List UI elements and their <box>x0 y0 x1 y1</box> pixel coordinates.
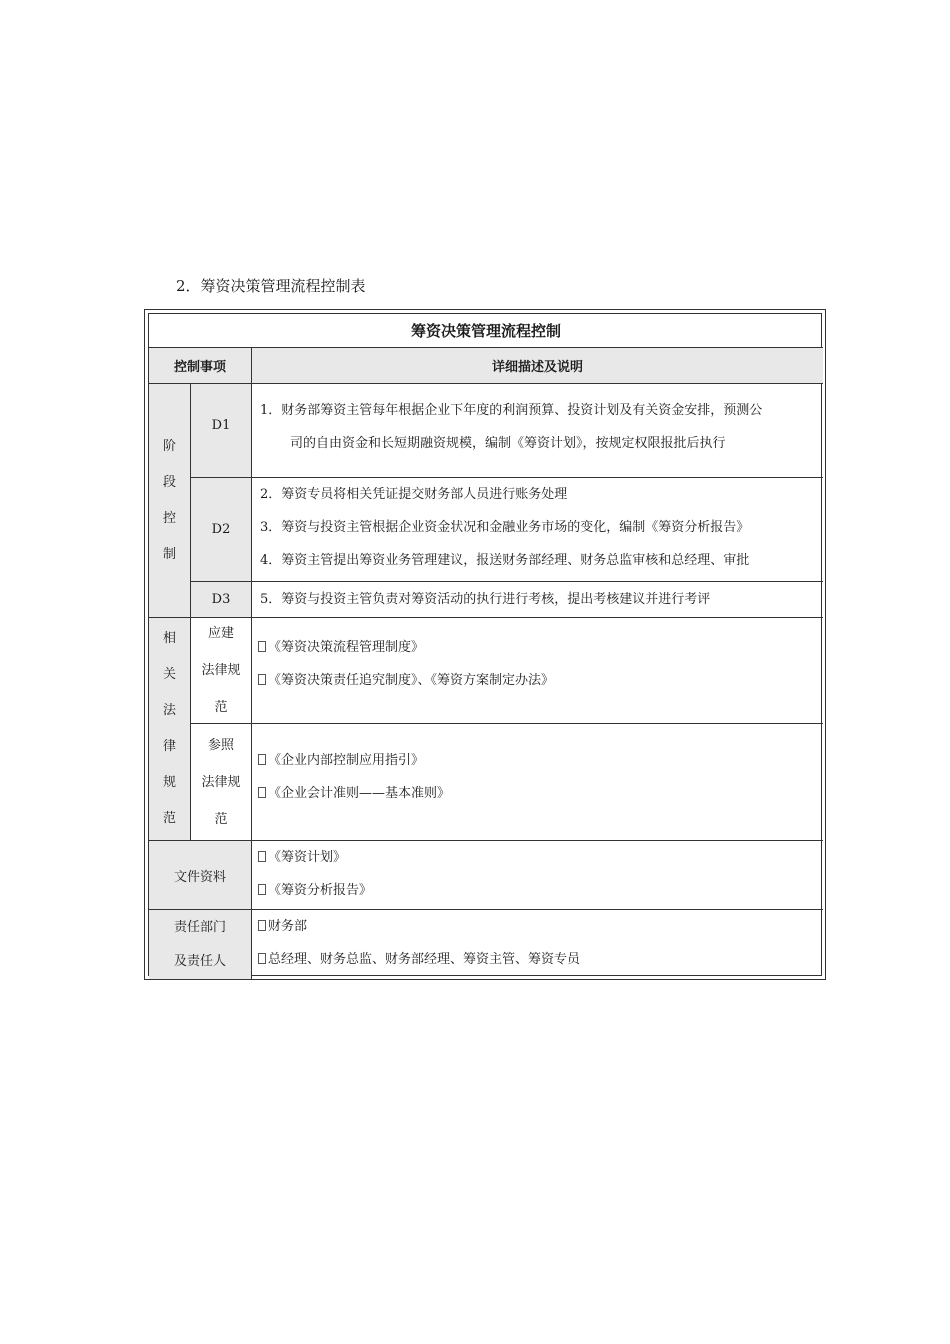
d1-line-2: 司的自由资金和长短期融资规模，编制《筹资计划》，按规定权限报批后执行 <box>290 436 726 451</box>
reference-item-1: 《企业内部控制应用指引》 <box>258 744 819 777</box>
reference-item-2: 《企业会计准则——基本准则》 <box>258 777 819 810</box>
table-title: 筹资决策管理流程控制 <box>149 314 823 348</box>
should-build-item-1: 《筹资决策流程管理制度》 <box>258 631 819 664</box>
d2-label: D2 <box>191 478 252 582</box>
documents-item-2: 《筹资分析报告》 <box>258 874 819 907</box>
checkbox-bullet-icon <box>258 920 266 931</box>
control-table <box>144 309 826 980</box>
checkbox-bullet-icon <box>258 754 266 765</box>
documents-items <box>252 841 823 910</box>
header-control-item: 控制事项 <box>149 348 252 384</box>
checkbox-bullet-icon <box>258 884 266 895</box>
d1-label: D1 <box>191 384 252 478</box>
checkbox-bullet-icon <box>258 787 266 798</box>
checkbox-bullet-icon <box>258 953 266 964</box>
d3-label: D3 <box>191 582 252 618</box>
d1-description <box>252 384 823 478</box>
reference-items <box>252 724 823 841</box>
d1-line-1: 1．财务部筹资主管每年根据企业下年度的利润预算、投资计划及有关资金安排，预测公 <box>260 403 763 418</box>
d2-line-1: 2．筹资专员将相关凭证提交财务部人员进行账务处理 <box>260 487 568 502</box>
control-table-inner <box>148 313 822 976</box>
related-laws-label: 相 关 法 律 规 范 <box>149 618 191 841</box>
should-build-item-2: 《筹资决策责任追究制度》、《筹资方案制定办法》 <box>258 664 819 697</box>
d3-description <box>252 582 823 618</box>
responsible-item-1: 财务部 <box>258 910 819 943</box>
reference-label: 参照 法律规 范 <box>191 724 252 841</box>
stage-control-label: 阶 段 控 制 <box>149 384 191 618</box>
checkbox-bullet-icon <box>258 851 266 862</box>
section-heading: 2．筹资决策管理流程控制表 <box>176 277 366 295</box>
d2-description <box>252 478 823 582</box>
header-detail: 详细描述及说明 <box>252 348 823 384</box>
responsible-label: 责任部门 及责任人 <box>149 910 252 979</box>
d2-line-2: 3．筹资与投资主管根据企业资金状况和金融业务市场的变化，编制《筹资分析报告》 <box>260 520 750 535</box>
checkbox-bullet-icon <box>258 674 266 685</box>
d3-line-1: 5．筹资与投资主管负责对筹资活动的执行进行考核，提出考核建议并进行考评 <box>260 592 711 607</box>
d2-line-3: 4．筹资主管提出筹资业务管理建议，报送财务部经理、财务总监审核和总经理、审批 <box>260 553 750 568</box>
documents-label: 文件资料 <box>149 841 252 910</box>
documents-item-1: 《筹资计划》 <box>258 841 819 874</box>
should-build-items <box>252 618 823 724</box>
responsible-items <box>252 910 823 979</box>
checkbox-bullet-icon <box>258 641 266 652</box>
should-build-label: 应建 法律规 范 <box>191 618 252 724</box>
responsible-item-2: 总经理、财务总监、财务部经理、筹资主管、筹资专员 <box>258 943 819 976</box>
